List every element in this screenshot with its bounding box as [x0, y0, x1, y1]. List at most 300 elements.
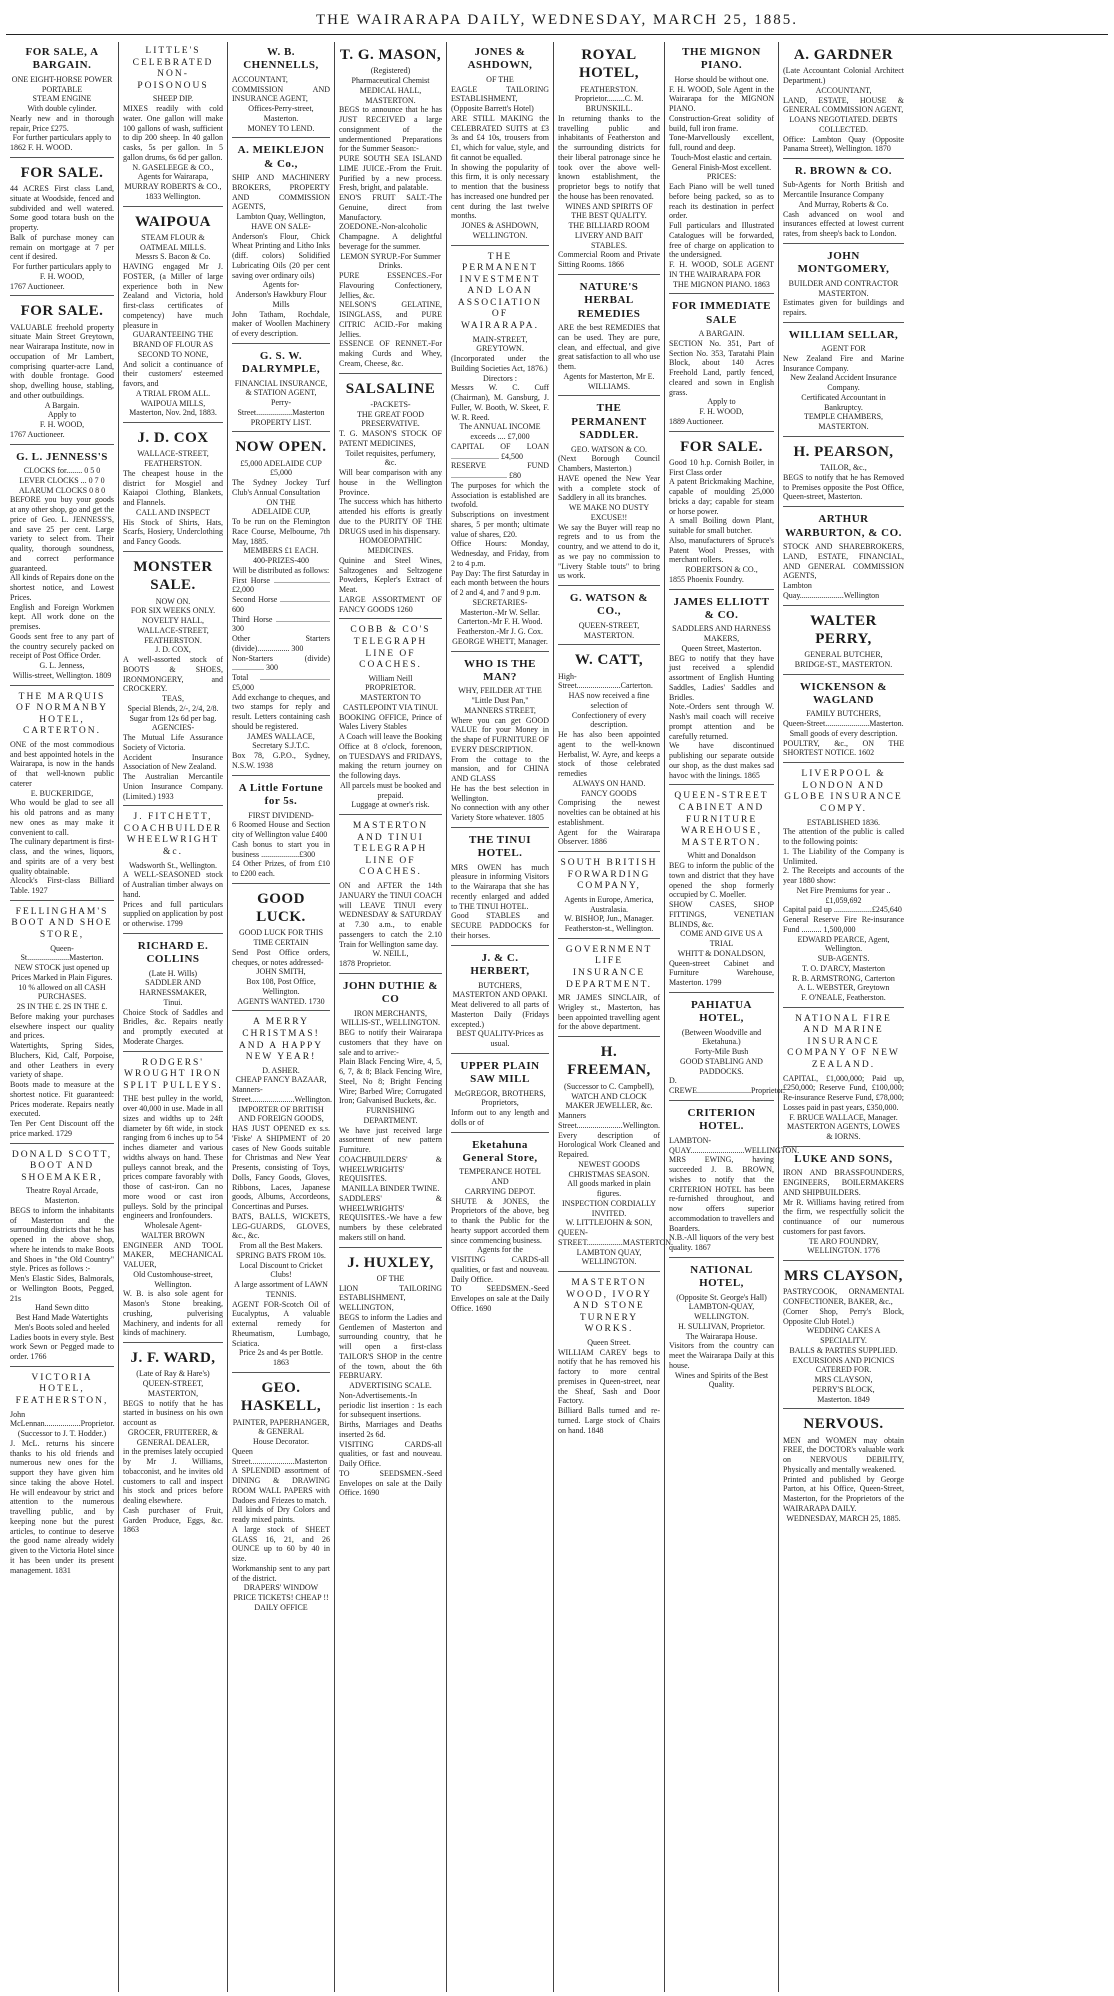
advertisement-line: MEMBERS £1 EACH.	[243, 546, 319, 556]
column-1	[6, 42, 119, 1992]
advertisement-line: £5,000 ADELAIDE CUP £5,000	[240, 458, 322, 478]
advertisement-line: (Successor to C. Campbell),	[564, 1081, 654, 1091]
column-5	[447, 42, 554, 1992]
advertisement-line: MAIN-STREET, GREYTOWN.	[472, 334, 528, 354]
advertisement-heading: JAMES ELLIOTT & CO.	[673, 595, 770, 622]
advertisement-line: BEGS to inform the inhabitants of Masterton and the surrounding districts that he has opened in the above shop, where he intends to make Boots and Shoes in "the Old Country" style. Prices as follows :-	[10, 1205, 114, 1274]
advertisement-line: COME AND GIVE US A TRIAL	[680, 929, 763, 949]
advertisement-line: Willis-street, Wellington. 1809	[12, 670, 112, 680]
advertisement-line: DAILY OFFICE	[254, 1602, 308, 1612]
advertisement-line: Every description of Horological Work Cleaned and Repaired.	[558, 1130, 660, 1160]
advertisement-line: SUB-AGENTS.	[817, 954, 870, 963]
advertisement-line: ACCOUNTANT, COMMISSION AND INSURANCE AGENT,	[232, 74, 330, 104]
advertisement-line: Other Starters (divide)................ 300	[232, 634, 330, 653]
advertisement	[783, 769, 904, 1008]
advertisement-line: MIXES readily with cold water. One gallon will make 100 gallons of wash, sufficient to dip 200 sheep. In 40 gallon casks, 5s per gallon. In 5 gallon drums, 6s 6d per gallon.	[123, 104, 223, 162]
advertisement-line: TE ARO FOUNDRY, WELLINGTON. 1776	[807, 1236, 880, 1256]
advertisement-line: PAINTER, PAPERHANGER, & GENERAL	[232, 1417, 330, 1437]
advertisement-line: SHEEP DIP.	[152, 94, 194, 104]
advertisement-line: Mr R. Williams having retired from the firm, we respectfully solicit the continuance of our numerous customers for past favors.	[783, 1197, 904, 1236]
advertisement-line: BUTCHERS,	[478, 980, 522, 990]
advertisement-line: In returning thanks to the travelling public and inhabitants of Featherston and the surrounding districts for their liberal patronage since he took over the above well-known establishment, the proprietor begs to notify that the house has been renovated.	[558, 113, 660, 201]
advertisement-line: SPRING BATS FROM 10s.	[236, 1250, 326, 1260]
advertisement	[451, 1060, 549, 1133]
advertisement-heading: GOOD LUCK.	[256, 890, 306, 926]
advertisement-line: RESERVE FUND ............................ £80	[451, 461, 549, 481]
advertisement-line: We have just received large assortment of new pattern Furniture.	[339, 1125, 442, 1155]
advertisement-line: MEDICAL HALL, MASTERTON.	[359, 85, 422, 105]
advertisement-line: F. H. WOOD,	[39, 420, 85, 430]
advertisement-line: Ladies boots in every style. Best work Sewn or Pegged made to order. 1766	[10, 1332, 114, 1362]
advertisement-line: THE best pulley in the world, over 40,000 in use. Made in all sizes and widths up to 24ft diameter by 6ft wide, in stock ranging from 6 inches up to 54 inches diameter and various widths always on hand. These pulleys cannot break, and the prices compare favorably with those of cast-iron. Can no more wood or cast iron pulleys. Sold by the principal engineers and Ironfounders.	[123, 1094, 223, 1221]
advertisement-line: Note.-Orders sent through W. Nash's mail coach will receive prompt attention and be carefully returned.	[669, 702, 774, 741]
advertisement-line: 1. The Liability of the Company is Unlimited.	[783, 846, 904, 866]
advertisement-line: Third Horse ........................... 300	[232, 614, 330, 634]
advertisement-heading: FOR IMMEDIATE SALE	[672, 300, 771, 326]
advertisement-heading: JONES & ASHDOWN,	[467, 46, 533, 72]
advertisement	[123, 46, 223, 207]
advertisement-heading: RODGERS' WROUGHT IRON SPLIT PULLEYS.	[123, 1057, 223, 1091]
advertisement	[669, 998, 785, 1101]
advertisement-line: The cheapest house in the district for Mosgiel and Kaiapoi Clothing, Blankets, and Flannels.	[123, 468, 223, 508]
advertisement-line: MRS OWEN has much pleasure in informing Visitors to the Wairarapa that she has recently enlarged and added to THE TINUI HOTEL.	[451, 862, 549, 911]
advertisement-line: BOOKING OFFICE, Prince of Wales Livery Stables	[339, 712, 442, 732]
advertisement-line: CALL AND INSPECT	[136, 507, 210, 517]
advertisement-line: ARE the best REMEDIES that can be used. They are pure, clean, and effectual, and give great satisfaction to all who use them.	[558, 323, 660, 372]
advertisement	[10, 164, 114, 297]
advertisement-line: He has also been appointed agent to the well-known Herbalist, W. Ayre, and keeps a stock of those celebrated remedies	[558, 730, 660, 779]
advertisement	[783, 612, 904, 675]
advertisement-heading: FOR SALE.	[20, 164, 104, 181]
advertisement-line: WEDNESDAY, MARCH 25, 1885.	[786, 1513, 901, 1523]
advertisement-line: BALLS & PARTIES SUPPLIED.	[789, 1345, 898, 1355]
advertisement-line: Workmanship sent to any part of the district.	[232, 1563, 330, 1583]
advertisement-line: MRS CLAYSON,	[814, 1375, 873, 1385]
advertisement-line: The purposes for which the Association is established are twofold.	[451, 480, 549, 510]
advertisement-line: Good 10 h.p. Cornish Boiler, in First Class order	[669, 457, 774, 477]
advertisement-line: Meat delivered to all parts of Masterton Daily (Fridays excepted.)	[451, 1000, 549, 1029]
advertisement-line: ENGINEER AND TOOL MAKER, MECHANICAL VALUER,	[123, 1240, 223, 1270]
advertisement-line: W. LITTLEJOHN & SON,	[565, 1218, 653, 1228]
advertisement-heading: PAHIATUA HOTEL,	[690, 998, 753, 1025]
advertisement	[558, 1278, 660, 1439]
advertisement-line: Apply to	[47, 410, 77, 420]
advertisement-line: CLOCKS for........ 0 5 0	[23, 466, 101, 476]
advertisement-line: 1767 Auctioneer.	[10, 281, 65, 291]
advertisement	[123, 940, 223, 1052]
advertisement-line: QUEEN-STREET, MASTERTON,	[142, 1379, 204, 1398]
advertisement-heading: J. HUXLEY,	[347, 1254, 434, 1271]
advertisement-heading: A. MEIKLEJON & Co.,	[237, 144, 325, 170]
advertisement-line: Wholesale Agent-	[144, 1221, 202, 1231]
advertisement-line: No connection with any other Variety Store whatever. 1805	[451, 803, 549, 823]
advertisement-line: Men's Elastic Sides, Balmorals, or Wellington Boots, Pegged, 21s	[10, 1274, 114, 1303]
advertisement-line: General Reserve Fire Re-insurance Fund .......... 1,500,000	[783, 915, 904, 934]
advertisement-line: NEW STOCK just opened up	[14, 963, 110, 973]
advertisement-line: Non-Starters (divide) ................ 300	[232, 653, 330, 673]
advertisement-line: BEGS to announce that he has JUST RECEIVED a large consignment of the undermentioned Preparations for the Summer Season:-	[339, 105, 442, 154]
advertisement-line: Theatre Royal Arcade,	[25, 1186, 99, 1196]
advertisement-heading: LIVERPOOL & LONDON AND GLOBE INSURANCE COMPY.	[784, 769, 903, 814]
advertisement-line: Nearly new and in thorough repair, Price £275.	[10, 113, 114, 133]
advertisement-line: SHOW CASES, SHOP FITTINGS, VENETIAN BLINDS, &c.	[669, 900, 774, 929]
advertisement-heading: LUKE AND SONS,	[794, 1152, 893, 1165]
advertisement-line: The Sydney Jockey Turf Club's Annual Consultation	[232, 478, 330, 497]
advertisement-line: TAILOR, &c.,	[820, 463, 867, 473]
advertisement-line: GROCER, FRUITERER, & GENERAL DEALER,	[127, 1427, 219, 1447]
advertisement-line: WEDDING CAKES A SPECIALITY.	[806, 1326, 881, 1346]
column-3	[228, 42, 335, 1992]
advertisement-line: From all the Best Makers.	[239, 1241, 323, 1251]
advertisement-line: SADDLERS' & WHEELWRIGHTS' REQUISITES.-We have a few numbers by these celebrated makers still on hand.	[339, 1193, 442, 1242]
advertisement-line: H. SULLIVAN, Proprietor.	[678, 1321, 765, 1331]
advertisement-line: New Zealand Fire and Marine Insurance Company.	[783, 353, 904, 373]
advertisement-line: Wines and Spirits of the Best Quality.	[674, 1370, 769, 1390]
advertisement-line: WALLACE-STREET,	[137, 625, 209, 635]
advertisement-line: MANILLA BINDER TWINE.	[341, 1184, 440, 1194]
advertisement-line: House Decorator.	[253, 1437, 309, 1447]
advertisement-line: Agents in Europe, America, Australasia.	[564, 894, 654, 914]
advertisement-line: From the cottage to the mansion, and for CHINA AND GLASS	[451, 754, 549, 784]
advertisement-heading: A Little Fortune for 5s.	[238, 781, 324, 808]
advertisement-line: Messrs W. C. Cuff (Chairman), M. Gansburg, J. Fuller, W. Booth, W. Skeet, F. W. R. Reed.	[451, 383, 549, 422]
advertisement-line: BEST QUALITY-Prices as usual.	[456, 1029, 544, 1049]
advertisement-line: (Between Woodville and Eketahuna.)	[681, 1027, 762, 1047]
advertisement-line: Balk of purchase money can remain on mortgage at 7 per cent if desired.	[10, 232, 114, 262]
advertisement-line: Special Blends, 2/-, 2/4, 2/8.	[127, 703, 219, 713]
advertisement-line: EDWARD PEARCE, Agent, Wellington.	[797, 934, 890, 954]
advertisement-line: Goods sent free to any part of the country securely packed on receipt of Post Office Order.	[10, 631, 114, 661]
newspaper-title: THE WAIRARAPA DAILY, WEDNESDAY, MARCH 25, 1885.	[316, 12, 798, 28]
advertisement	[10, 1373, 114, 1579]
advertisement-line: TO SEEDSMEN.-Seed Envelopes on sale at the Daily Office. 1690	[339, 1468, 442, 1498]
advertisement-line: CHRISTMAS SEASON.	[568, 1169, 650, 1179]
advertisement-line: 2S IN THE £. 2S IN THE £.	[16, 1002, 108, 1012]
advertisement	[232, 350, 330, 433]
advertisement-heading: GEO. HASKELL,	[240, 1379, 322, 1415]
advertisement-line: Births, Marriages and Deaths inserted 2s 6d.	[339, 1420, 442, 1439]
advertisement	[669, 791, 774, 992]
advertisement-line: PROPRIETOR.	[365, 683, 416, 693]
advertisement-line: Capital paid up ...................£245,640	[783, 905, 902, 915]
advertisement-line: WHY, FEILDER AT THE	[458, 686, 542, 696]
advertisement-line: Masterton, Nov. 2nd, 1883.	[129, 408, 217, 418]
advertisement-line: SECRETARIES-	[472, 597, 528, 607]
advertisement-heading: H. PEARSON,	[793, 443, 894, 460]
advertisement	[339, 46, 442, 374]
advertisement-line: F. H. WOOD,	[39, 271, 85, 281]
advertisement-line: GEO. WATSON & CO.	[570, 444, 648, 454]
advertisement-line: The culinary department is first-class, and the wines, liquors, and spirits are of a very best quality obtainable.	[10, 837, 114, 876]
advertisement	[669, 46, 774, 294]
advertisement-line: Choice Stock of Saddles and Bridles, &c. Repairs neatly and promptly executed at Moderate Charges.	[123, 1007, 223, 1046]
advertisement-line: EAGLE TAILORING ESTABLISHMENT, (Opposite Barrett's Hotel)	[451, 84, 549, 114]
advertisement	[123, 1349, 223, 1539]
advertisement-heading: JOHN MONTGOMERY,	[797, 249, 890, 276]
advertisement-line: AGENTS WANTED. 1730	[237, 996, 325, 1006]
advertisement-line: STEAM FLOUR & OATMEAL MILLS.	[140, 232, 206, 252]
advertisement-line: PURE SOUTH SEA ISLAND LIME JUICE.-From the Fruit. Purified by a new process. Fresh, bright, and palatable.	[339, 154, 442, 193]
advertisement-line: INSPECTION CORDIALLY INVITED.	[561, 1198, 657, 1218]
advertisement-heading: GOVERNMENT LIFE INSURANCE DEPARTMENT.	[565, 944, 653, 990]
advertisement-line: FAMILY BUTCHERS,	[806, 709, 881, 719]
advertisement-line: MASTERTON AND OPAKI.	[452, 990, 548, 1000]
advertisement-line: QUEEN-STREET..................MASTERTON.	[558, 1228, 674, 1247]
advertisement-heading: CRITERION HOTEL.	[687, 1106, 756, 1133]
advertisement-line: MONEY TO LEND.	[247, 123, 315, 133]
advertisement-line: WALLACE-STREET,	[137, 449, 209, 459]
advertisement-line: A WELL-SEASONED stock of Australian timber always on hand.	[123, 870, 223, 899]
advertisement-line: All kinds of Dry Colors and ready mixed paints.	[232, 1505, 330, 1525]
advertisement-line: ESTABLISHED 1836.	[806, 817, 881, 827]
advertisement-line: Accident Insurance Association of New Zealand.	[123, 752, 223, 772]
advertisement-line: The Mutual Life Assurance Society of Victoria.	[123, 733, 223, 752]
advertisement-line: IRON AND BRASSFOUNDERS, ENGINEERS, BOILERMAKERS AND SHIPBUILDERS.	[783, 1168, 904, 1197]
advertisement-line: Queen-St.....................Masterton.	[20, 943, 104, 963]
advertisement	[232, 890, 330, 1012]
advertisement-line: FIRST DIVIDEND-	[248, 810, 314, 820]
advertisement-line: ON THE	[266, 497, 296, 507]
advertisement-line: Where you can get GOOD VALUE for your Money in the shape of FURNITURE OF EVERY DESCRIPTION.	[451, 715, 549, 754]
advertisement-line: Agents for Wairarapa,	[137, 172, 209, 182]
advertisement-line: (Next Borough Council Chambers, Masterton.)	[558, 454, 660, 474]
advertisement-line: John Tatham, Rochdale, maker of Woollen Machinery of every description.	[232, 309, 330, 339]
advertisement-line: The Australian Mercantile Union Insurance Company. (Limited.) 1933	[123, 772, 223, 801]
advertisement-line: BEG to inform the public of the town and district that they have opened the shop formerly occupied by C. Moeller.	[669, 861, 774, 900]
advertisement-line: AGENT FOR-Scotch Oil of Eucalyptus, A valuable external remedy for Rheumatism, Lumbago, Sciatica.	[232, 1299, 330, 1348]
advertisement-line: SADDLER AND HARNESSMAKER,	[139, 978, 207, 998]
advertisement-line: Queen-Street......................Masterton.	[783, 719, 904, 729]
advertisement-line: PURE ESSENCES.-For Flavouring Confectionery, Jellies, &c.	[339, 271, 442, 300]
advertisement-line: WHITT & DONALDSON,	[677, 948, 766, 958]
advertisement-heading: MRS CLAYSON,	[784, 1268, 903, 1285]
advertisement-line: PROPERTY LIST.	[250, 417, 312, 427]
advertisement-line: Lambton Quay......................Wellington	[783, 581, 880, 600]
advertisement-heading: THE MARQUIS OF NORMANBY HOTEL, CARTERTON.	[16, 691, 108, 737]
advertisement-line: 6 Roomed House and Section city of Wellington value £400	[232, 820, 330, 840]
advertisement-line: Good STABLES and SECURE PADDOCKS for their horses.	[451, 911, 549, 940]
advertisement	[232, 782, 330, 884]
advertisement-line: LAND, ESTATE, HOUSE & GENERAL COMMISSION AGENT,	[783, 95, 904, 115]
advertisement-line: T. G. MASON'S STOCK OF PATENT MEDICINES,	[339, 429, 442, 448]
advertisement-line: Agents for-	[262, 280, 300, 290]
advertisement-line: N. GASELEEGE & CO.,	[132, 162, 214, 172]
advertisement-heading: FOR SALE.	[680, 438, 763, 455]
advertisement-line: Anderson's Hawkbury Flour Mills	[235, 290, 327, 309]
advertisement-heading: FOR SALE.	[20, 303, 104, 320]
advertisement-line: JAMES WALLACE, Secretary S.J.T.C.	[247, 731, 315, 751]
advertisement-line: CAPITAL, £1,000,000; Paid up, £250,000; Reserve Fund, £100,000; Re-insurance Reserve Fund, £78,000; Losses paid in past years, £350,000.	[783, 1073, 904, 1112]
advertisement-heading: MASTERTON WOOD, IVORY AND STONE TURNERY WORKS.	[566, 1278, 652, 1335]
advertisement-line: ARE STILL MAKING the CELEBRATED SUITS at £3 3s and £4 10s, trousers from £1, which for value, style, and fit cannot be equalled.	[451, 113, 549, 162]
advertisement-heading: FOR SALE, A BARGAIN.	[25, 46, 99, 72]
advertisement-line: A BARGAIN.	[698, 329, 745, 339]
advertisement-line: ENO'S FRUIT SALT.-The Genuine, direct from Manufactory.	[339, 193, 442, 222]
advertisement-line: STEAM ENGINE	[32, 94, 92, 104]
advertisement-line: Watertights, Spring Sides, Bluchers, Kid, Calf, Porpoise, and other Leathers in every variety of shape.	[10, 1041, 114, 1080]
advertisement-line: DRAPERS' WINDOW PRICE TICKETS! CHEAP !!	[233, 1583, 329, 1603]
advertisement-line: Cash purchaser of Fruit, Garden Produce, Eggs, &c. 1863	[123, 1505, 223, 1535]
advertisement-line: THE MIGNON PIANO. 1863	[673, 279, 770, 289]
advertisement-line: A. L. WEBSTER, Greytown	[797, 983, 890, 993]
advertisement-line: Touch-Most elastic and certain.	[671, 152, 772, 162]
advertisement	[10, 451, 114, 686]
column-2	[119, 42, 228, 1992]
advertisement	[783, 46, 904, 159]
advertisement-line: FOR SIX WEEKS ONLY.	[130, 606, 216, 616]
advertisement-line: THE BILLIARD ROOM	[568, 221, 650, 231]
advertisement	[669, 596, 774, 786]
advertisement	[339, 821, 442, 974]
advertisement-line: BEGS to notify that he has Removed to Premises opposite the Post Office, Queen-street, Masterton.	[783, 472, 904, 502]
advertisement-line: Directors :	[483, 373, 517, 383]
advertisement-heading: NERVOUS.	[803, 1416, 884, 1433]
advertisement	[339, 980, 442, 1248]
advertisement-line: Plain Black Fencing Wire, 4, 5, 6, 7, & 8; Black Fencing Wire, Steel, No 8; Bright Fencing Wire; Barbed Wire; Corrugated Iron; Galvanised Buckets, &c.	[339, 1057, 442, 1106]
advertisement-line: ROBERTSON & CO.,	[685, 565, 758, 575]
advertisement-line: Apply to	[707, 397, 736, 407]
advertisement-line: VISITING CARDS-all qualities, or fast and nouveau. Daily Office.	[339, 1439, 442, 1469]
advertisement-line: QUEEN-STREET,	[578, 620, 640, 630]
advertisement-line: 1862 F. H. WOOD.	[10, 143, 73, 153]
advertisement-heading: H. FREEMAN,	[567, 1044, 651, 1079]
advertisement-line: Will bear comparison with any house in the Wellington Province.	[339, 468, 442, 497]
advertisement-line: WINES AND SPIRITS OF THE BEST QUALITY.	[565, 201, 653, 221]
advertisement-heading: G. L. JENNESS'S	[16, 450, 108, 463]
advertisement-line: Tinui.	[163, 997, 183, 1007]
advertisement-line: JOHN SMITH,	[256, 967, 306, 977]
advertisement-line: Masterton.-Mr W. Sellar.	[460, 607, 540, 617]
advertisement-line: T. O. D'ARCY, Masterton	[802, 963, 885, 973]
advertisement-line: TEMPLE CHAMBERS, MASTERTON.	[803, 412, 884, 432]
advertisement-line: GOOD LUCK FOR THIS TIME CERTAIN	[238, 928, 324, 948]
advertisement-line: Prices Marked in Plain Figures.	[11, 972, 113, 982]
advertisement-heading: WHO IS THE MAN?	[463, 657, 537, 684]
advertisement-line: Sub-Agents for North British and Mercantile Insurance Company	[783, 180, 904, 200]
advertisement	[783, 1014, 904, 1147]
advertisement	[783, 165, 904, 244]
masthead-rule	[6, 34, 1108, 35]
advertisement-line: Estimates given for buildings and repairs.	[783, 298, 904, 318]
advertisement	[558, 858, 660, 939]
advertisement	[783, 1153, 904, 1261]
advertisement-heading: THE TINUI HOTEL.	[468, 833, 532, 860]
advertisement-line: IRON MERCHANTS,	[354, 1008, 427, 1018]
advertisement	[783, 1267, 904, 1409]
advertisement-line: A TRIAL FROM ALL.	[135, 388, 211, 398]
advertisement-line: WILLIS-ST., WELLINGTON.	[340, 1018, 441, 1028]
column-7	[665, 42, 800, 1992]
advertisement-line: E. BUCKERIDGE,	[30, 788, 94, 798]
advertisement-line: Box 108, Post Office, Wellington.	[246, 977, 316, 996]
advertisement-line: (Successor to J. T. Hodder.)	[17, 1429, 107, 1439]
advertisement	[232, 46, 330, 138]
advertisement-line: AGENT FOR	[821, 344, 866, 354]
advertisement-line: Hand Sewn ditto	[35, 1303, 89, 1313]
advertisement-line: Full particulars and Illustrated Catalogues will be forwarded, free of charge on application to the undersigned.	[669, 221, 774, 260]
advertisement-line: CAPITAL OF LOAN ........................ £4,500	[451, 441, 549, 461]
advertisement-line: And solicit a continuance of their customers' esteemed favors, and	[123, 359, 223, 389]
advertisement-line: Comprising the newest novelties can be obtained at his establishment.	[558, 798, 660, 827]
advertisement-line: He has the best selection in Wellington.	[451, 783, 549, 803]
advertisement-line: General Finish-Most excellent.	[671, 162, 772, 172]
advertisement-line: Queen Street......................Masterton	[232, 1446, 328, 1466]
advertisement-line: A Bargain.	[44, 400, 80, 410]
advertisement-heading: ROYAL HOTEL,	[578, 47, 640, 82]
advertisement-line: Agents for Masterton, Mr E. WILLIAMS.	[563, 371, 655, 391]
advertisement-line: BRIDGE-ST., MASTERTON.	[794, 659, 893, 669]
advertisement-line: BEFORE you buy your goods at any other shop, go and get the price of Geo. L. JENNESS'S, and save 25 per cent. Large variety to select from. Their quality, thorough soundness, and correct performance guaranteed.	[10, 495, 114, 573]
advertisement-line: PRICES:	[706, 172, 737, 182]
advertisement-line: FURNISHING DEPARTMENT.	[363, 1106, 418, 1125]
advertisement-line: (Opposite St. George's Hall)	[676, 1292, 767, 1302]
advertisement-line: NEWEST GOODS	[578, 1159, 640, 1169]
advertisement-line: The ANNUAL INCOME exceeds .... £7,000	[459, 422, 541, 442]
advertisement-heading: ARTHUR WARBURTON, & CO.	[785, 513, 902, 539]
advertisement-line: In showing the popularity of this firm, it is only necessary to mention that the business has increased one hundred per cent during the last twelve months.	[451, 162, 549, 221]
advertisement-line: The success which has hitherto attended his efforts is greatly due to the PURITY OF THE DRUGS used in his dispensary.	[339, 497, 442, 536]
advertisement-heading: VICTORIA HOTEL, FEATHERSTON,	[15, 1372, 109, 1406]
advertisement	[783, 250, 904, 323]
advertisement-line: Add exchange to cheques, and two stamps for reply and result. Letters containing cash should be registered.	[232, 692, 330, 731]
advertisement	[451, 658, 549, 828]
advertisement-line: ADVERTISING SCALE.	[349, 1381, 432, 1391]
advertisement-heading: THE MIGNON PIANO.	[682, 46, 761, 72]
advertisement	[451, 46, 549, 246]
advertisement	[123, 429, 223, 552]
advertisement-line: IMPORTER OF BRITISH AND FOREIGN GOODS,	[238, 1104, 324, 1124]
advertisement-line: MR JAMES SINCLAIR, of Wrigley st., Masterton, has been appointed travelling agent for the above department.	[558, 993, 660, 1032]
advertisement	[10, 302, 114, 444]
advertisement-line: 44 ACRES First class Land, situate at Woodside, fenced and subdivided and well watered. Some good totara bush on the property.	[10, 184, 114, 233]
advertisement-line: GOOD STABLING AND PADDOCKS.	[680, 1056, 763, 1076]
advertisement-line: ALWAYS ON HAND.	[572, 778, 646, 788]
advertisement-heading: SOUTH BRITISH FORWARDING COMPANY,	[560, 858, 658, 892]
advertisement-line: 1889 Auctioneer.	[669, 416, 724, 426]
advertisement-line: SHIP AND MACHINERY BROKERS, PROPERTY AND COMMISSION AGENTS,	[232, 173, 330, 212]
advertisement	[558, 592, 660, 645]
advertisement-heading: LITTLE'S CELEBRATED NON-POISONOUS	[132, 46, 214, 91]
advertisement-line: A well-assorted stock of BOOTS & SHOES, IRONMONGERY, and CROCKERY.	[123, 655, 223, 694]
advertisement-line: WAIPOUA MILLS,	[140, 398, 206, 408]
advertisement-heading: WICKENSON & WAGLAND	[799, 680, 888, 707]
advertisement-line: EXCURSIONS AND PICNICS CATERED FOR.	[792, 1355, 895, 1375]
advertisement-line: 1767 Auctioneer.	[10, 429, 65, 439]
advertisement-line: F. BRUCE WALLACE, Manager.	[789, 1112, 898, 1122]
advertisement	[783, 329, 904, 437]
advertisement-heading: MASTERTON AND TINUI TELEGRAPH LINE OF COACHES.	[352, 821, 429, 878]
column-4	[335, 42, 447, 1992]
advertisement-line: ADELAIDE CUP,	[251, 507, 311, 517]
advertisement-line: Agents for the	[477, 1245, 523, 1255]
advertisement-heading: NOW OPEN.	[235, 439, 327, 456]
advertisement	[339, 1254, 442, 1503]
advertisement-line: STOCK AND SHAREBROKERS, LAND, ESTATE, FINANCIAL, AND GENERAL COMMISSION AGENTS,	[783, 542, 904, 581]
advertisement-line: "Little Dust Pan,"	[471, 696, 529, 706]
advertisement-line: The attention of the public is called to the following points:	[783, 827, 904, 846]
advertisement-line: TO SEEDSMEN.-Seed Envelopes on sale at the Daily Office. 1690	[451, 1284, 549, 1313]
advertisement-heading: UPPER PLAIN SAW MILL	[460, 1059, 540, 1086]
advertisement-heading: A MERRY CHRISTMAS! AND A HAPPY NEW YEAR!	[238, 1017, 324, 1063]
advertisement-line: And Murray, Roberts & Co.	[798, 199, 889, 209]
advertisement-line: Old Customhouse-street, Wellington.	[133, 1269, 213, 1289]
advertisement-line: Perry-Street..................Masterton	[237, 398, 325, 417]
advertisement-line: N.B.-All liquors of the very best quality. 1867	[669, 1233, 774, 1252]
advertisement-line: Confectionery of every description.	[571, 710, 647, 730]
advertisement-line: MRS EWING, having succeeded J. B. BROWN, wishes to notify that the CRITERION HOTEL has been re-furnished throughout, and now offers superior accommodation to travellers and Boarders.	[669, 1155, 774, 1233]
advertisement-line: Messrs S. Bacon & Co.	[135, 252, 211, 262]
advertisement-line: D. CREWE...........................Proprietor.	[669, 1076, 785, 1096]
